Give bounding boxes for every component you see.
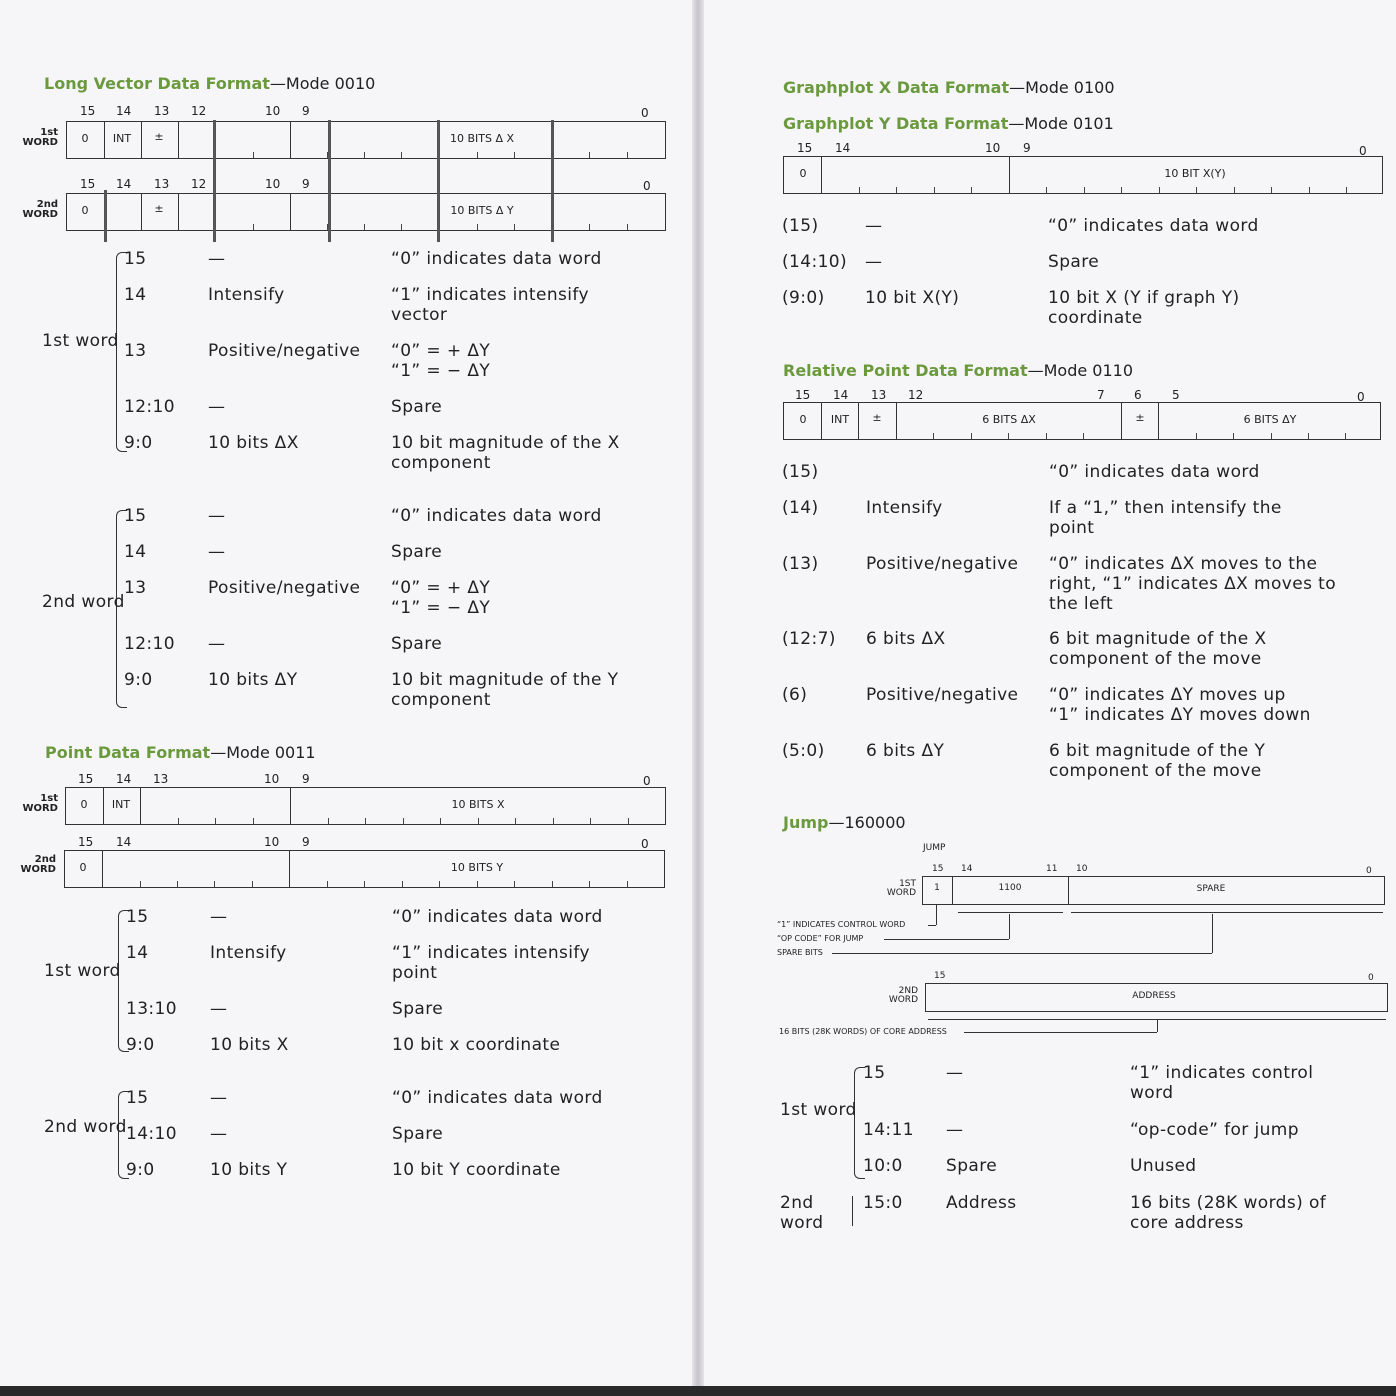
bit-number: 5 (1172, 388, 1180, 402)
field-desc: 10 bit Y coordinate (392, 1160, 561, 1180)
bit-number: 9 (302, 772, 310, 786)
bit-number: 15 (78, 835, 94, 849)
field-desc: 6 bit magnitude of the X component of the move (1049, 629, 1267, 669)
cell-label: 0 (81, 132, 89, 145)
cell-label: 10 BITS X (451, 798, 505, 811)
word1-label: 1st word (780, 1100, 857, 1120)
note: “1” INDICATES CONTROL WORD (777, 920, 906, 929)
word1-tag: 1st WORD (22, 127, 58, 148)
field-desc: “0” indicates data word (391, 249, 602, 269)
field-name: 10 bits ΔX (208, 433, 299, 453)
field-desc: Unused (1130, 1156, 1197, 1176)
cell-label: ± (1135, 411, 1145, 424)
field-desc: Spare (391, 397, 443, 417)
bit-number: 14 (116, 835, 132, 849)
bit-number: 0 (641, 106, 649, 120)
bit-range: (14:10) (782, 252, 848, 272)
field-name: Spare (946, 1156, 998, 1176)
field-name: Intensify (208, 285, 285, 305)
bit-range: (13) (782, 554, 819, 574)
field-name: 6 bits ΔX (866, 629, 946, 649)
bit-range: 15 (863, 1063, 886, 1083)
bit-number: 15 (80, 104, 96, 118)
cell-label: SPARE (1196, 884, 1226, 894)
bit-range: 12:10 (124, 397, 175, 417)
bit-number: 12 (191, 177, 207, 191)
word2-tag: 2ND WORD (888, 986, 918, 1005)
cell-label: 10 BITS Δ Y (450, 204, 514, 217)
field-name: — (208, 249, 226, 269)
bit-range: 15 (124, 249, 147, 269)
bit-number: 13 (153, 772, 169, 786)
relative-point-register (783, 402, 1381, 440)
field-name: Positive/negative (866, 685, 1019, 705)
bit-number: 10 (264, 835, 280, 849)
cell-label: 1100 (998, 883, 1022, 893)
bit-range: 13 (124, 341, 147, 361)
jump-title: Jump (783, 813, 829, 832)
field-desc: 10 bit x coordinate (392, 1035, 561, 1055)
bit-number: 0 (643, 774, 651, 788)
bit-range: (14) (782, 498, 819, 518)
bit-number: 15 (78, 772, 94, 786)
field-name: — (208, 506, 226, 526)
cell-label: 0 (799, 167, 807, 180)
bit-number: 6 (1134, 388, 1142, 402)
bit-number: 10 (264, 772, 280, 786)
bit-range: 10:0 (863, 1156, 903, 1176)
cell-label: 10 BITS Δ X (449, 132, 515, 145)
bit-range: 9:0 (124, 670, 153, 690)
field-name: Address (946, 1193, 1017, 1213)
long-vector-heading (44, 74, 375, 93)
bit-range: 13 (124, 578, 147, 598)
graphplot-y-mode: —Mode 0101 (1008, 114, 1114, 133)
cell-label: INT (830, 413, 850, 426)
jump-code: —160000 (828, 813, 906, 832)
bit-range: (6) (782, 685, 808, 705)
field-name: — (946, 1120, 964, 1140)
field-desc: Spare (1048, 252, 1100, 272)
field-desc: Spare (391, 634, 443, 654)
jump-heading (783, 813, 906, 832)
cell-label: 6 BITS ΔX (982, 413, 1036, 426)
long-vector-word1-register (66, 121, 666, 159)
bit-range: 12:10 (124, 634, 175, 654)
bit-range: (12:7) (782, 629, 836, 649)
field-desc: “op-code” for jump (1130, 1120, 1299, 1140)
point-title: Point Data Format (45, 743, 211, 762)
bit-range: 14 (126, 943, 149, 963)
cell-label: ± (154, 130, 164, 143)
note: SPARE BITS (777, 948, 823, 957)
field-desc: “0” indicates ΔY moves up (1049, 685, 1286, 705)
cell-label: 0 (799, 413, 807, 426)
bit-number: 14 (116, 104, 132, 118)
jump-word1-register (922, 876, 1385, 905)
bit-range: 15 (124, 506, 147, 526)
bit-range: 15 (126, 1088, 149, 1108)
bit-number: 0 (1368, 973, 1374, 983)
bit-number: 10 (985, 141, 1001, 155)
bit-number: 13 (154, 177, 170, 191)
field-name: — (210, 1124, 228, 1144)
field-desc: 6 bit magnitude of the Y component of the move (1049, 741, 1266, 781)
word2-label: 2nd word (780, 1193, 824, 1233)
jump-label: JUMP (923, 843, 946, 853)
cell-label: INT (111, 798, 131, 811)
field-name: — (208, 542, 226, 562)
bit-number: 14 (833, 388, 849, 402)
bit-number: 0 (1357, 390, 1365, 404)
field-name: 6 bits ΔY (866, 741, 945, 761)
word1-label: 1st word (42, 331, 119, 351)
long-vector-mode: —Mode 0010 (269, 74, 376, 93)
graphplot-y-heading (783, 114, 1114, 133)
bit-range: 9:0 (124, 433, 153, 453)
cell-label: 6 BITS ΔY (1243, 413, 1297, 426)
cell-label: 1 (934, 883, 940, 893)
field-desc: 16 bits (28K words) of core address (1130, 1193, 1327, 1233)
cell-label: 10 BITS Y (450, 861, 504, 874)
bit-number: 15 (934, 971, 946, 981)
jump-word2-register (925, 983, 1388, 1012)
graphplot-x-heading (783, 78, 1115, 97)
bit-number: 15 (795, 388, 811, 402)
field-desc: If a “1,” then intensify the point (1049, 498, 1282, 538)
bit-range: 13:10 (126, 999, 177, 1019)
cell-label: 0 (80, 798, 88, 811)
cell-label: 0 (81, 204, 89, 217)
word1-tag: 1st WORD (22, 793, 58, 814)
field-name: Intensify (866, 498, 943, 518)
long-vector-word2-register (66, 193, 666, 231)
word1-label: 1st word (44, 961, 121, 981)
bit-range: (5:0) (782, 741, 825, 761)
field-desc: “0” indicates data word (392, 907, 603, 927)
relative-point-title: Relative Point Data Format (783, 361, 1028, 380)
cell-label: 10 BIT X(Y) (1164, 167, 1226, 180)
graphplot-x-mode: —Mode 0100 (1009, 78, 1115, 97)
bit-number: 12 (191, 104, 207, 118)
bit-number: 9 (302, 104, 310, 118)
field-name: — (210, 1088, 228, 1108)
field-name: Positive/negative (866, 554, 1019, 574)
field-desc: “0” indicates data word (1049, 462, 1260, 482)
bit-number: 10 (265, 104, 281, 118)
bit-range: 15:0 (863, 1193, 903, 1213)
word2-brace (852, 1196, 853, 1226)
point-word2-register (64, 850, 665, 888)
cell-label: ADDRESS (1132, 991, 1176, 1001)
bit-range: 9:0 (126, 1160, 155, 1180)
note: 16 BITS (28K WORDS) OF CORE ADDRESS (779, 1027, 947, 1036)
field-desc: “1” indicates intensify point (392, 943, 590, 983)
field-name: 10 bits ΔY (208, 670, 298, 690)
field-name: — (208, 397, 226, 417)
bit-number: 15 (80, 177, 96, 191)
field-name: 10 bits Y (210, 1160, 288, 1180)
field-desc: 10 bit magnitude of the X component (391, 433, 620, 473)
field-name: 10 bit X(Y) (865, 288, 960, 308)
bit-number: 14 (116, 772, 132, 786)
note: “OP CODE” FOR JUMP (777, 934, 864, 943)
word2-label: 2nd word (44, 1117, 127, 1137)
bit-number: 10 (265, 177, 281, 191)
bit-number: 12 (908, 388, 924, 402)
field-desc: “1” indicates ΔY moves down (1049, 705, 1311, 725)
point-mode: —Mode 0011 (210, 743, 316, 762)
relative-point-mode: —Mode 0110 (1027, 361, 1134, 380)
field-name: — (865, 252, 883, 272)
relative-point-heading (783, 361, 1133, 380)
field-desc: “0” indicates data word (1048, 216, 1259, 236)
bit-range: 14:10 (126, 1124, 177, 1144)
bit-number: 13 (154, 104, 170, 118)
field-desc: Spare (392, 999, 444, 1019)
cell-label: ± (872, 411, 882, 424)
word1-brace (118, 910, 129, 1052)
field-desc: “0” indicates data word (391, 506, 602, 526)
field-desc: “0” = + ΔY (391, 578, 491, 598)
field-desc: 10 bit magnitude of the Y component (391, 670, 619, 710)
field-name: Positive/negative (208, 578, 361, 598)
graphplot-x-title: Graphplot X Data Format (783, 78, 1010, 97)
field-desc: “1” indicates control word (1130, 1063, 1314, 1103)
long-vector-title: Long Vector Data Format (44, 74, 270, 93)
bit-range: (15) (782, 216, 819, 236)
bit-number: 0 (643, 179, 651, 193)
field-desc: “0” = + ΔY (391, 341, 491, 361)
field-name: — (208, 634, 226, 654)
bit-range: 14 (124, 285, 147, 305)
point-word1-register (65, 787, 666, 825)
bit-number: 0 (1366, 866, 1372, 876)
bit-number: 9 (302, 177, 310, 191)
field-name: — (865, 216, 883, 236)
bit-range: (9:0) (782, 288, 825, 308)
graphplot-register (783, 156, 1383, 194)
bit-number: 11 (1046, 864, 1058, 874)
field-desc: “1” indicates intensify vector (391, 285, 589, 325)
point-heading (45, 743, 316, 762)
field-name: 10 bits X (210, 1035, 289, 1055)
bit-number: 13 (871, 388, 887, 402)
field-name: — (210, 999, 228, 1019)
word1-tag: 1ST WORD (886, 879, 916, 898)
field-desc: “0” indicates data word (392, 1088, 603, 1108)
bit-number: 9 (1023, 141, 1031, 155)
cell-label: ± (154, 202, 164, 215)
bit-number: 14 (961, 864, 973, 874)
bit-number: 14 (116, 177, 132, 191)
bit-range: 14:11 (863, 1120, 914, 1140)
field-name: — (210, 907, 228, 927)
field-desc: “1” = − ΔY (391, 598, 491, 618)
bit-range: 14 (124, 542, 147, 562)
field-name: Positive/negative (208, 341, 361, 361)
bit-number: 9 (302, 835, 310, 849)
book-spine (692, 0, 704, 1386)
bit-range: 9:0 (126, 1035, 155, 1055)
field-desc: “1” = − ΔY (391, 361, 491, 381)
bit-number: 0 (1359, 144, 1367, 158)
field-name: — (946, 1063, 964, 1083)
bit-number: 14 (835, 141, 851, 155)
field-desc: Spare (391, 542, 443, 562)
field-desc: 10 bit X (Y if graph Y) coordinate (1048, 288, 1240, 328)
word2-tag: 2nd WORD (20, 854, 56, 875)
field-desc: “0” indicates ΔX moves to the right, “1” indicates ΔX moves to the left (1049, 554, 1337, 614)
bit-number: 0 (641, 837, 649, 851)
word2-tag: 2nd WORD (22, 199, 58, 220)
bit-range: 15 (126, 907, 149, 927)
bit-number: 15 (797, 141, 813, 155)
bit-number: 10 (1076, 864, 1088, 874)
word2-label: 2nd word (42, 592, 125, 612)
bit-number: 7 (1097, 388, 1105, 402)
bit-number: 15 (932, 864, 944, 874)
graphplot-y-title: Graphplot Y Data Format (783, 114, 1009, 133)
field-name: Intensify (210, 943, 287, 963)
bit-range: (15) (782, 462, 819, 482)
cell-label: INT (112, 132, 132, 145)
cell-label: 0 (79, 861, 87, 874)
field-desc: Spare (392, 1124, 444, 1144)
